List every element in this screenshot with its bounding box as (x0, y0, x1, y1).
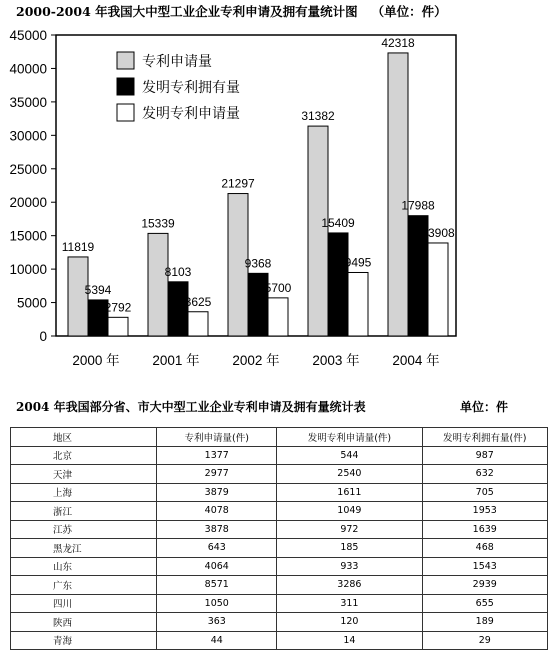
bar (148, 233, 168, 336)
region-cell: 天津 (11, 465, 157, 484)
value-cell: 311 (277, 594, 422, 613)
table-row (11, 539, 548, 558)
region-cell: 陕西 (11, 613, 157, 632)
region-cell: 广东 (11, 576, 157, 595)
bar (308, 126, 328, 336)
value-cell: 468 (422, 539, 548, 558)
legend-label: 发明专利申请量 (142, 106, 240, 122)
bar-value-label: 17988 (401, 198, 435, 213)
chart-unit: （单位：件） (371, 4, 447, 19)
bar-value-label: 5394 (84, 282, 112, 297)
table-row (11, 465, 548, 484)
chart-title-text: 2000-2004 年我国大中型工业企业专利申请及拥有量统计图 (16, 4, 358, 19)
bar (328, 233, 348, 336)
bar-value-label: 5700 (264, 280, 292, 295)
region-cell: 四川 (11, 594, 157, 613)
bar-value-label: 9368 (244, 256, 272, 271)
value-cell: 2939 (422, 576, 548, 595)
bar-value-label: 2792 (104, 300, 132, 315)
table-row (11, 483, 548, 502)
x-tick-label: 2002 年 (232, 353, 280, 368)
region-cell: 上海 (11, 483, 157, 502)
value-cell: 972 (277, 520, 422, 539)
table-header-cell: 发明专利拥有量(件) (422, 428, 548, 447)
y-tick-label: 35000 (9, 94, 47, 110)
bar-value-label: 31382 (301, 109, 335, 124)
y-tick-label: 5000 (16, 295, 47, 311)
y-tick-label: 40000 (9, 61, 47, 77)
table-row (11, 631, 548, 650)
value-cell: 120 (277, 613, 422, 632)
value-cell: 632 (422, 465, 548, 484)
region-cell: 江苏 (11, 520, 157, 539)
region-cell: 黑龙江 (11, 539, 157, 558)
bar-value-label: 21297 (221, 176, 255, 191)
y-tick-label: 45000 (9, 28, 47, 43)
table-row (11, 613, 548, 632)
chart-title (16, 2, 447, 20)
bar (188, 312, 208, 336)
value-cell: 3878 (157, 520, 277, 539)
bar-value-label: 9495 (344, 255, 372, 270)
value-cell: 363 (157, 613, 277, 632)
x-tick-label: 2000 年 (72, 353, 120, 368)
bar (428, 243, 448, 336)
value-cell: 544 (277, 446, 422, 465)
y-tick-label: 30000 (9, 128, 47, 144)
value-cell: 1049 (277, 502, 422, 521)
table-header-cell: 地区 (11, 428, 157, 447)
value-cell: 1377 (157, 446, 277, 465)
bar-value-label: 42318 (381, 35, 415, 50)
legend-swatch (117, 78, 134, 95)
table-title: 2004 年我国部分省、市大中型工业企业专利申请及拥有量统计表 (16, 400, 366, 414)
table-body (11, 446, 548, 650)
value-cell: 2540 (277, 465, 422, 484)
bar-value-label: 8103 (164, 264, 192, 279)
value-cell: 4064 (157, 557, 277, 576)
table-row (11, 520, 548, 539)
value-cell: 933 (277, 557, 422, 576)
x-tick-label: 2003 年 (312, 353, 360, 368)
table-row (11, 557, 548, 576)
value-cell: 1050 (157, 594, 277, 613)
table-header-cell: 发明专利申请量(件) (277, 428, 422, 447)
bar (268, 298, 288, 336)
value-cell: 44 (157, 631, 277, 650)
bar-value-label: 11819 (61, 239, 95, 254)
value-cell: 705 (422, 483, 548, 502)
table-header-cell: 专利申请量(件) (157, 428, 277, 447)
value-cell: 1611 (277, 483, 422, 502)
table-unit: 单位：件 (460, 400, 509, 414)
value-cell: 3879 (157, 483, 277, 502)
legend-label: 发明专利拥有量 (142, 80, 240, 96)
table-row (11, 446, 548, 465)
bar (348, 272, 368, 336)
table-header-row (11, 428, 548, 447)
region-cell: 浙江 (11, 502, 157, 521)
y-tick-label: 10000 (9, 262, 47, 278)
region-cell: 北京 (11, 446, 157, 465)
region-cell: 青海 (11, 631, 157, 650)
x-tick-label: 2004 年 (392, 353, 440, 368)
value-cell: 29 (422, 631, 548, 650)
y-tick-label: 15000 (9, 228, 47, 244)
legend-swatch (117, 52, 134, 69)
y-tick-label: 20000 (9, 195, 47, 211)
legend-swatch (117, 104, 134, 121)
bar-value-label: 3625 (184, 294, 212, 309)
y-tick-label: 0 (39, 329, 47, 344)
table-row (11, 576, 548, 595)
value-cell: 189 (422, 613, 548, 632)
legend-label: 专利申请量 (142, 54, 212, 70)
value-cell: 2977 (157, 465, 277, 484)
bar-chart (0, 20, 557, 372)
value-cell: 987 (422, 446, 548, 465)
bar (108, 317, 128, 336)
bar-value-label: 13908 (421, 225, 455, 240)
table-row (11, 502, 548, 521)
bar (168, 282, 188, 336)
y-tick-label: 25000 (9, 161, 47, 177)
value-cell: 14 (277, 631, 422, 650)
x-tick-label: 2001 年 (152, 353, 200, 368)
value-cell: 1639 (422, 520, 548, 539)
value-cell: 1953 (422, 502, 548, 521)
value-cell: 4078 (157, 502, 277, 521)
patent-table (10, 427, 548, 650)
bar (388, 53, 408, 336)
value-cell: 655 (422, 594, 548, 613)
value-cell: 1543 (422, 557, 548, 576)
bar-value-label: 15409 (321, 215, 355, 230)
bar-value-label: 15339 (141, 216, 175, 231)
value-cell: 3286 (277, 576, 422, 595)
value-cell: 185 (277, 539, 422, 558)
value-cell: 643 (157, 539, 277, 558)
region-cell: 山东 (11, 557, 157, 576)
table-row (11, 594, 548, 613)
value-cell: 8571 (157, 576, 277, 595)
